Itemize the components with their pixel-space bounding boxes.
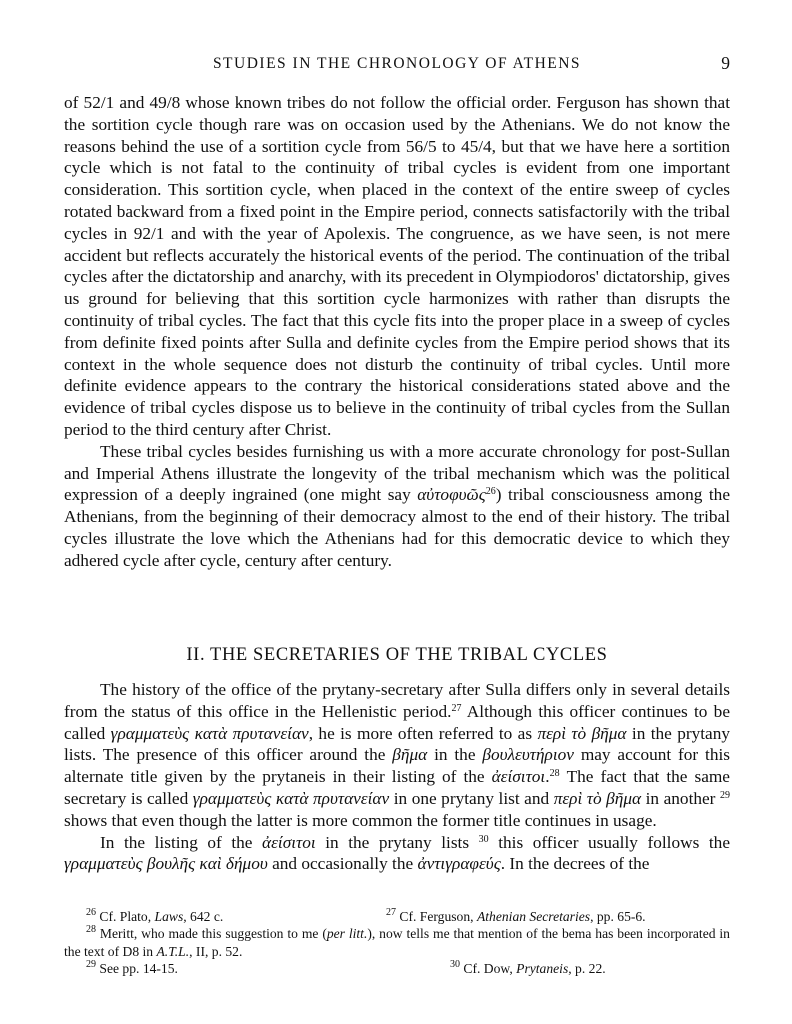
paragraph-text: this officer usually follows the [488, 832, 730, 852]
footnote-number: 26 [86, 907, 96, 918]
work-title: Athenian Secretaries [476, 909, 591, 924]
paragraph-text: in the prytany lists. The presence of this officer around the [64, 723, 730, 765]
footnote-ref: 29 [719, 789, 730, 801]
paragraph-text: ) tribal consciousness among the Athenians, from the beginning of their democracy almost to the end of their history. The tribal cycles illustrate the love which the Athenians had for this democratic device to which they adhered cycle after cycle, century after century. [64, 485, 730, 570]
footnote-26 [86, 908, 223, 925]
work-title: per litt. [326, 926, 368, 942]
footnote-ref: 28 [549, 768, 560, 780]
paragraph-text: in the [427, 745, 476, 765]
paragraph-text: in another [641, 788, 716, 808]
paragraph-text: shows that even though the latter is more common the former title continues in usage. [64, 810, 657, 830]
footnote-text: Cf. Plato, [96, 909, 155, 924]
footnote-number: 27 [386, 907, 396, 918]
footnote-ref: 26 [485, 486, 496, 498]
footnote-text: , II, p. 52. [189, 943, 243, 959]
footnote-row [64, 908, 730, 925]
paragraph-text: in the prytany lists [315, 832, 470, 852]
greek-term: βῆμα [392, 745, 428, 765]
footnote-text: , pp. 65-6. [590, 909, 646, 924]
paragraph-aeisitoi-listing [64, 832, 730, 876]
section-heading: II. THE SECRETARIES OF THE TRIBAL CYCLES [186, 645, 608, 665]
paragraph-text: and occasionally the [267, 854, 414, 874]
paragraph-text: These tribal cycles besides furnishing us with a more accurate chronology for post-Sullan and Imperial Athens illustrate the longevity of the tribal mechanism which was the political expression of a deeply ingrained (one might say [64, 441, 730, 505]
paragraph-text: Although this officer continues to be called [64, 701, 730, 743]
footnote-text: , 642 c. [183, 909, 224, 924]
paragraph-continuation: of 52/1 and 49/8 whose known tribes do not follow the official order. Ferguson has shown that the sortition cycle though rare was on occasion used by the Athenians. We do not know the reasons behind the use of a sortition cycle from 56/5 to 45/4, but that we have here a sortition cycle which is not fatal to the continuity of tribal cycles is evident from one important consideration. This sortition cycle, when placed in the context of the entire sweep of cycles rotated backward from a fixed point in the Empire period, connects satisfactorily with the tribal cycles in 92/1 and with the year of Apolexis. The congruence, as we have seen, is not mere accident but reflects accurately the historical events of the period. The continuation of the tribal cycles after the dictatorship and anarchy, with its precedent in Olympiodoros' dictatorship, gives us ground for believing that this sortition cycle harmonizes with rather than disrupts the continuity of tribal cycles. The fact that this cycle fits into the proper place in a sweep of cycles from definite fixed points after Sulla and definite cycles from the Empire period shows that its context in the whole sequence does not disturb the continuity of tribal cycles. Until more definite evidence appears to the contrary the historical considerations stated above and the evidence of tribal cycles dispose us to believe in the continuity of tribal cycles from the Sullan period to the third century after Christ. [64, 93, 730, 439]
main-text-lower [64, 679, 730, 875]
work-title: Laws [154, 909, 184, 924]
paragraph-secretary-history [64, 679, 730, 832]
paragraph-text: may account for this alternate title given by the prytaneis in their listing of the [64, 745, 731, 787]
footnote-text: ), now tells me that mention of the bema has been incorporated in the text of D8 in [64, 926, 730, 959]
running-title: STUDIES IN THE CHRONOLOGY OF ATHENS [212, 55, 582, 72]
paragraph-text: In the listing of the [100, 832, 253, 852]
page-number: 9 [721, 53, 730, 73]
greek-term: ἀείσιτοι [491, 767, 546, 787]
paragraph-text: . [545, 767, 550, 787]
greek-term: γραμματεὺς βουλῆς καὶ δήμου [64, 854, 268, 874]
footnote-text: Meritt, who made this suggestion to me ( [96, 926, 327, 942]
footnote-29 [86, 960, 178, 977]
greek-term: βουλευτήριον [482, 745, 574, 765]
footnote-text: Cf. Ferguson, [396, 909, 477, 924]
work-title: Prytaneis [516, 960, 569, 976]
greek-term: περὶ τὸ βῆμα [537, 723, 627, 743]
greek-term: γραμματεὺς κατὰ πρυτανείαν [192, 788, 390, 808]
footnote-text: See pp. 14-15. [96, 960, 178, 976]
footnote-30 [450, 960, 606, 977]
paragraph-text: in one prytany list and [389, 788, 550, 808]
main-text-upper [64, 92, 730, 572]
work-title: A.T.L. [156, 943, 190, 959]
paragraph-text: The history of the office of the prytany-secretary after Sulla differs only in several details from the status of this office in the Hellenistic period. [64, 680, 730, 721]
greek-term: ἀείσιτοι [262, 832, 316, 852]
greek-term: αὐτοφυῶς [417, 485, 486, 505]
paragraph-tribal-cycles [64, 441, 730, 572]
paragraph-text: . In the decrees of the [500, 854, 650, 874]
footnotes [64, 908, 730, 977]
footnote-ref: 30 [478, 833, 489, 845]
footnote-number: 29 [86, 958, 96, 970]
footnote-text: , p. 22. [568, 960, 606, 976]
paragraph-text: The fact that the same secretary is called [64, 767, 730, 808]
footnote-number: 30 [450, 958, 460, 970]
paragraph-text: , he is more often referred to as [308, 723, 533, 743]
greek-term: περὶ τὸ βῆμα [553, 788, 642, 808]
footnote-text: Cf. Dow, [460, 960, 517, 976]
footnote-28 [64, 925, 730, 960]
footnote-ref: 27 [451, 702, 462, 714]
greek-term: γραμματεὺς κατὰ πρυτανείαν [110, 723, 309, 743]
page-header [64, 55, 730, 79]
footnote-number: 28 [86, 924, 96, 936]
footnote-row [64, 960, 730, 977]
greek-term: ἀντιγραφεύς [417, 854, 501, 874]
footnote-27 [386, 908, 646, 925]
